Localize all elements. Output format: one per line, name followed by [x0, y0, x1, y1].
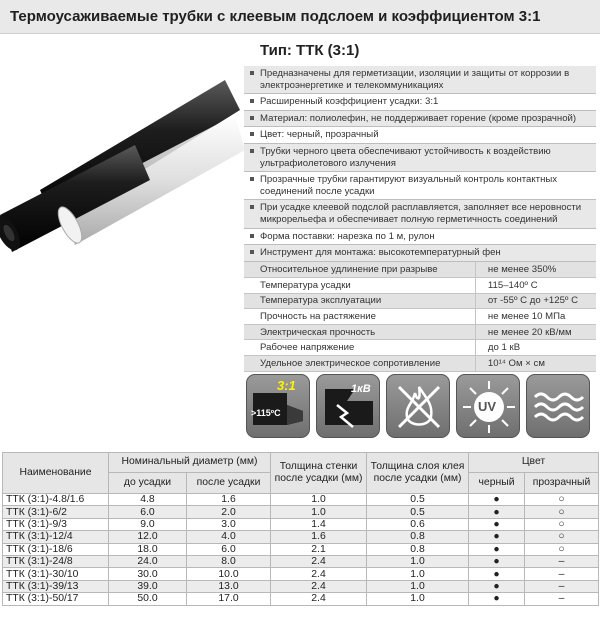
cell-transparent: ○ — [525, 506, 599, 518]
cell-after: 1.6 — [187, 494, 271, 506]
feature-item — [244, 229, 596, 246]
cell-after: 3.0 — [187, 518, 271, 530]
cell-black: ● — [469, 494, 525, 506]
uv-text: UV — [478, 399, 497, 414]
col-header-name: Наименование — [3, 453, 109, 494]
spec-value: 115–140º С — [475, 278, 596, 294]
feature-text: Расширенный коэффициент усадки: 3:1 — [260, 96, 439, 108]
cell-after: 6.0 — [187, 543, 271, 555]
cell-glue: 1.0 — [367, 593, 469, 605]
cell-name: ТТК (3:1)-39/13 — [3, 580, 109, 592]
cell-name: ТТК (3:1)-24/8 — [3, 555, 109, 567]
cell-name: ТТК (3:1)-18/6 — [3, 543, 109, 555]
feature-icons — [246, 374, 598, 440]
spec-row — [244, 340, 596, 356]
voltage-text: 1кВ — [351, 383, 371, 395]
feature-text: При усадке клеевой подслой расплавляется, заполняет все неровности микрорельефа и обеспечивает полную герметичность соединений — [260, 202, 582, 225]
bullet-icon — [250, 234, 254, 238]
spec-value: от -55º С до +125º С — [475, 293, 596, 309]
col-header-after: после усадки — [187, 473, 271, 494]
cell-glue: 1.0 — [367, 555, 469, 567]
cell-black: ● — [469, 593, 525, 605]
cell-black: ● — [469, 568, 525, 580]
uv-resistant-icon — [456, 374, 520, 438]
cell-before: 4.8 — [109, 494, 187, 506]
spec-value: не менее 350% — [475, 262, 596, 278]
cell-glue: 1.0 — [367, 568, 469, 580]
feature-item — [244, 111, 596, 128]
table-row — [3, 494, 599, 506]
cell-name: ТТК (3:1)-12/4 — [3, 531, 109, 543]
feature-item — [244, 94, 596, 111]
cell-before: 24.0 — [109, 555, 187, 567]
cell-wall: 2.1 — [271, 543, 367, 555]
table-row — [3, 506, 599, 518]
cell-before: 30.0 — [109, 568, 187, 580]
table-row — [3, 580, 599, 592]
shrink-temp-text: >115ºC — [251, 408, 281, 418]
cell-before: 39.0 — [109, 580, 187, 592]
cell-after: 10.0 — [187, 568, 271, 580]
product-type-title: Тип: ТТК (3:1) — [260, 42, 360, 59]
table-row — [3, 568, 599, 580]
spec-value: не менее 20 кВ/мм — [475, 324, 596, 340]
table-row — [3, 543, 599, 555]
cell-before: 18.0 — [109, 543, 187, 555]
flame-retardant-icon — [386, 374, 450, 438]
spec-row — [244, 262, 596, 278]
spec-value: до 1 кВ — [475, 340, 596, 356]
cell-transparent: ○ — [525, 494, 599, 506]
feature-text: Трубки черного цвета обеспечивают устойчивость к воздействию ультрафиолетового излучения — [260, 145, 551, 169]
cell-before: 12.0 — [109, 531, 187, 543]
cell-black: ● — [469, 543, 525, 555]
spec-row — [244, 324, 596, 340]
feature-list — [244, 66, 596, 262]
cell-wall: 1.4 — [271, 518, 367, 530]
col-header-nominal-diameter: Номинальный диаметр (мм) — [109, 453, 271, 473]
cell-before: 50.0 — [109, 593, 187, 605]
cell-black: ● — [469, 506, 525, 518]
spec-row — [244, 309, 596, 325]
cell-black: ● — [469, 555, 525, 567]
product-table — [2, 452, 599, 606]
bullet-icon — [250, 250, 254, 254]
feature-text: Материал: полиолефин, не поддерживает горение (кроме прозрачной) — [260, 112, 577, 124]
col-header-wall: Толщина стенки после усадки (мм) — [271, 453, 367, 494]
cell-black: ● — [469, 531, 525, 543]
spec-label: Рабочее напряжение — [244, 340, 475, 356]
voltage-icon — [316, 374, 380, 438]
cell-black: ● — [469, 518, 525, 530]
cell-after: 8.0 — [187, 555, 271, 567]
water-resistant-icon — [526, 374, 590, 438]
feature-item — [244, 200, 596, 228]
feature-text: Предназначены для герметизации, изоляции и защиты от коррозии в электроэнергетике и телекоммуникациях — [260, 68, 570, 91]
cell-wall: 1.0 — [271, 506, 367, 518]
cell-wall: 2.4 — [271, 593, 367, 605]
cell-transparent: – — [525, 555, 599, 567]
spec-label: Удельное электрическое сопротивление — [244, 356, 475, 372]
cell-glue: 1.0 — [367, 580, 469, 592]
feature-item — [244, 66, 596, 94]
spec-value: не менее 10 МПа — [475, 309, 596, 325]
feature-item — [244, 245, 596, 262]
bullet-icon — [250, 205, 254, 209]
product-image — [0, 40, 245, 270]
cell-transparent: – — [525, 593, 599, 605]
cell-name: ТТК (3:1)-50/17 — [3, 593, 109, 605]
cell-wall: 2.4 — [271, 580, 367, 592]
bullet-icon — [250, 132, 254, 136]
feature-text: Прозрачные трубки гарантируют визуальный контроль контактных соединений после усадки — [260, 174, 558, 197]
bullet-icon — [250, 71, 254, 75]
spec-label: Электрическая прочность — [244, 324, 475, 340]
page-title: Термоусаживаемые трубки с клеевым подслоем и коэффициентом 3:1 — [0, 0, 600, 34]
feature-text: Цвет: черный, прозрачный — [260, 129, 379, 141]
cell-before: 6.0 — [109, 506, 187, 518]
feature-item — [244, 172, 596, 200]
cell-wall: 1.6 — [271, 531, 367, 543]
cell-glue: 0.8 — [367, 543, 469, 555]
cell-after: 13.0 — [187, 580, 271, 592]
spec-label: Прочность на растяжение — [244, 309, 475, 325]
cell-wall: 2.4 — [271, 555, 367, 567]
col-header-transparent: прозрачный — [525, 473, 599, 494]
cell-after: 2.0 — [187, 506, 271, 518]
spec-label: Температура эксплуатации — [244, 293, 475, 309]
col-header-black: черный — [469, 473, 525, 494]
cell-transparent: ○ — [525, 543, 599, 555]
cell-name: ТТК (3:1)-4.8/1.6 — [3, 494, 109, 506]
cell-name: ТТК (3:1)-30/10 — [3, 568, 109, 580]
cell-transparent: – — [525, 580, 599, 592]
shrink-ratio-icon — [246, 374, 310, 438]
feature-item — [244, 127, 596, 144]
bullet-icon — [250, 149, 254, 153]
table-row — [3, 555, 599, 567]
cell-black: ● — [469, 580, 525, 592]
cell-before: 9.0 — [109, 518, 187, 530]
bullet-icon — [250, 99, 254, 103]
table-row — [3, 518, 599, 530]
feature-text: Форма поставки: нарезка по 1 м, рулон — [260, 230, 435, 242]
cell-glue: 0.8 — [367, 531, 469, 543]
specs-table — [244, 262, 596, 372]
spec-value: 10¹⁴ Ом × см — [475, 356, 596, 372]
feature-text: Инструмент для монтажа: высокотемпературный фен — [260, 247, 501, 259]
cell-after: 17.0 — [187, 593, 271, 605]
cell-wall: 2.4 — [271, 568, 367, 580]
cell-after: 4.0 — [187, 531, 271, 543]
feature-item — [244, 144, 596, 172]
cell-transparent: ○ — [525, 531, 599, 543]
cell-glue: 0.5 — [367, 506, 469, 518]
cell-wall: 1.0 — [271, 494, 367, 506]
spec-row — [244, 293, 596, 309]
cell-name: ТТК (3:1)-9/3 — [3, 518, 109, 530]
bullet-icon — [250, 116, 254, 120]
spec-label: Относительное удлинение при разрыве — [244, 262, 475, 278]
cell-transparent: ○ — [525, 518, 599, 530]
spec-label: Температура усадки — [244, 278, 475, 294]
col-header-before: до усадки — [109, 473, 187, 494]
cell-glue: 0.5 — [367, 494, 469, 506]
table-row — [3, 531, 599, 543]
col-header-glue: Толщина слоя клея после усадки (мм) — [367, 453, 469, 494]
shrink-ratio-text: 3:1 — [277, 378, 296, 393]
table-row — [3, 593, 599, 605]
cell-glue: 0.6 — [367, 518, 469, 530]
cell-transparent: – — [525, 568, 599, 580]
cell-name: ТТК (3:1)-6/2 — [3, 506, 109, 518]
col-header-color: Цвет — [469, 453, 599, 473]
spec-row — [244, 356, 596, 372]
spec-row — [244, 278, 596, 294]
bullet-icon — [250, 177, 254, 181]
